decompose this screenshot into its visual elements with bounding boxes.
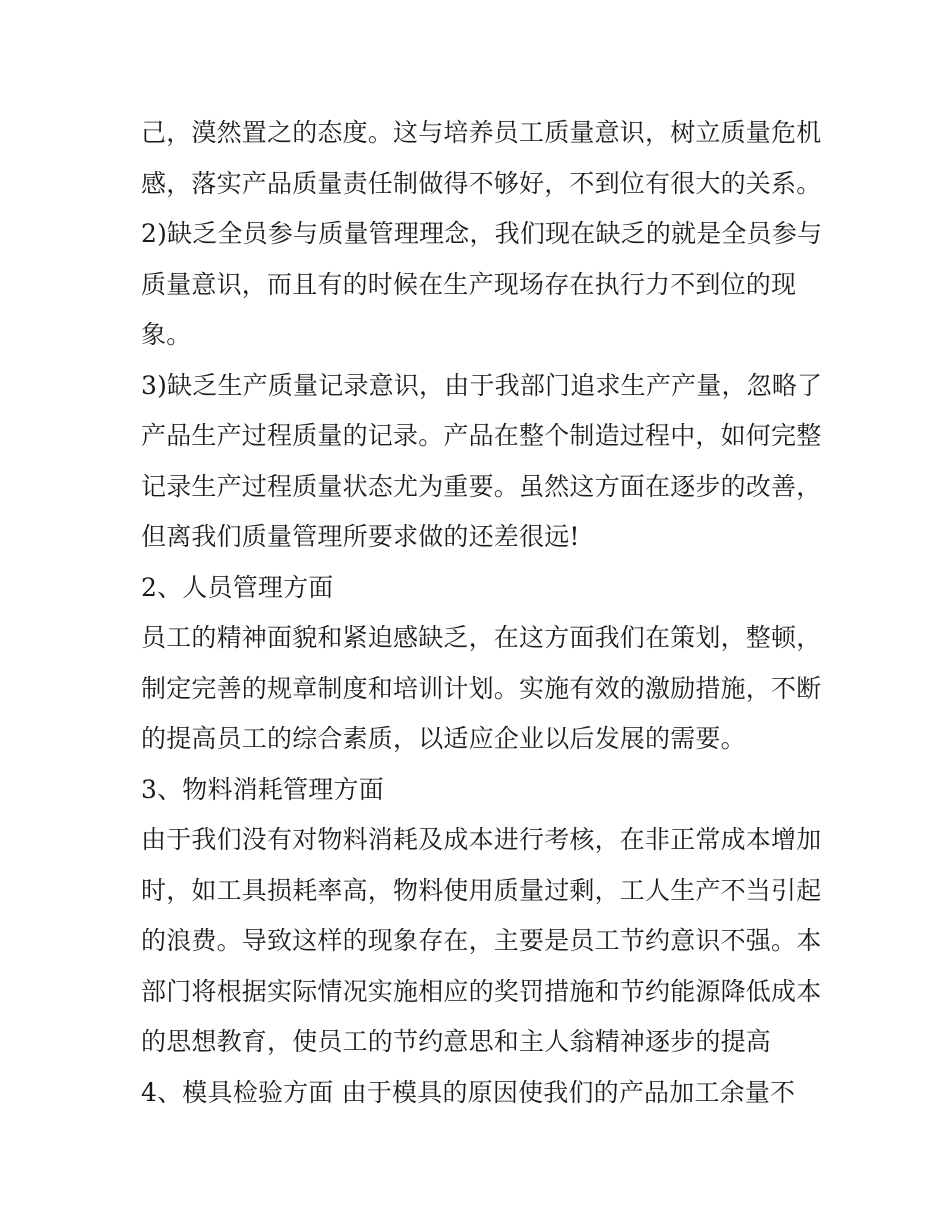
text-line: 2)缺乏全员参与质量管理理念，我们现在缺乏的就是全员参与 (141, 219, 823, 248)
text-line: 时，如工具损耗率高，物料使用质量过剩，工人生产不当引起 (141, 875, 822, 905)
text-line: 质量意识，而且有的时候在生产现场存在执行力不到位的现 (141, 269, 797, 299)
text-line: 己，漠然置之的态度。这与培养员工质量意识，树立质量危机 (141, 118, 822, 147)
text-line: 感，落实产品质量责任制做得不够好，不到位有很大的关系。 (141, 168, 822, 198)
text-line: 部门将根据实际情况实施相应的奖罚措施和节约能源降低成本 (141, 976, 822, 1006)
section-heading: 2、人员管理方面 (141, 572, 334, 602)
text-line: 的思想教育，使员工的节约意思和主人翁精神逐步的提高 (141, 1027, 772, 1056)
text-line: 产品生产过程质量的记录。产品在整个制造过程中，如何完整 (141, 421, 822, 450)
text-line: 象。 (141, 320, 192, 349)
section-heading: 4、模具检验方面 由于模具的原因使我们的产品加工余量不 (141, 1077, 796, 1107)
text-line: 员工的精神面貌和紧迫感缺乏，在这方面我们在策划，整顿， (141, 623, 822, 652)
text-line: 3)缺乏生产质量记录意识，由于我部门追求生产产量，忽略了 (141, 370, 823, 400)
text-line: 的浪费。导致这样的现象存在，主要是员工节约意识不强。本 (141, 926, 822, 955)
text-line: 但离我们质量管理所要求做的还差很远! (141, 522, 580, 551)
section-heading: 3、物料消耗管理方面 (141, 774, 384, 804)
text-line: 制定完善的规章制度和培训计划。实施有效的激励措施，不断 (141, 673, 822, 703)
document-body (141, 108, 821, 1118)
text-line: 记录生产过程质量状态尤为重要。虽然这方面在逐步的改善， (141, 471, 822, 501)
text-line: 由于我们没有对物料消耗及成本进行考核，在非正常成本增加 (141, 825, 822, 854)
text-line: 的提高员工的综合素质，以适应企业以后发展的需要。 (141, 724, 746, 753)
